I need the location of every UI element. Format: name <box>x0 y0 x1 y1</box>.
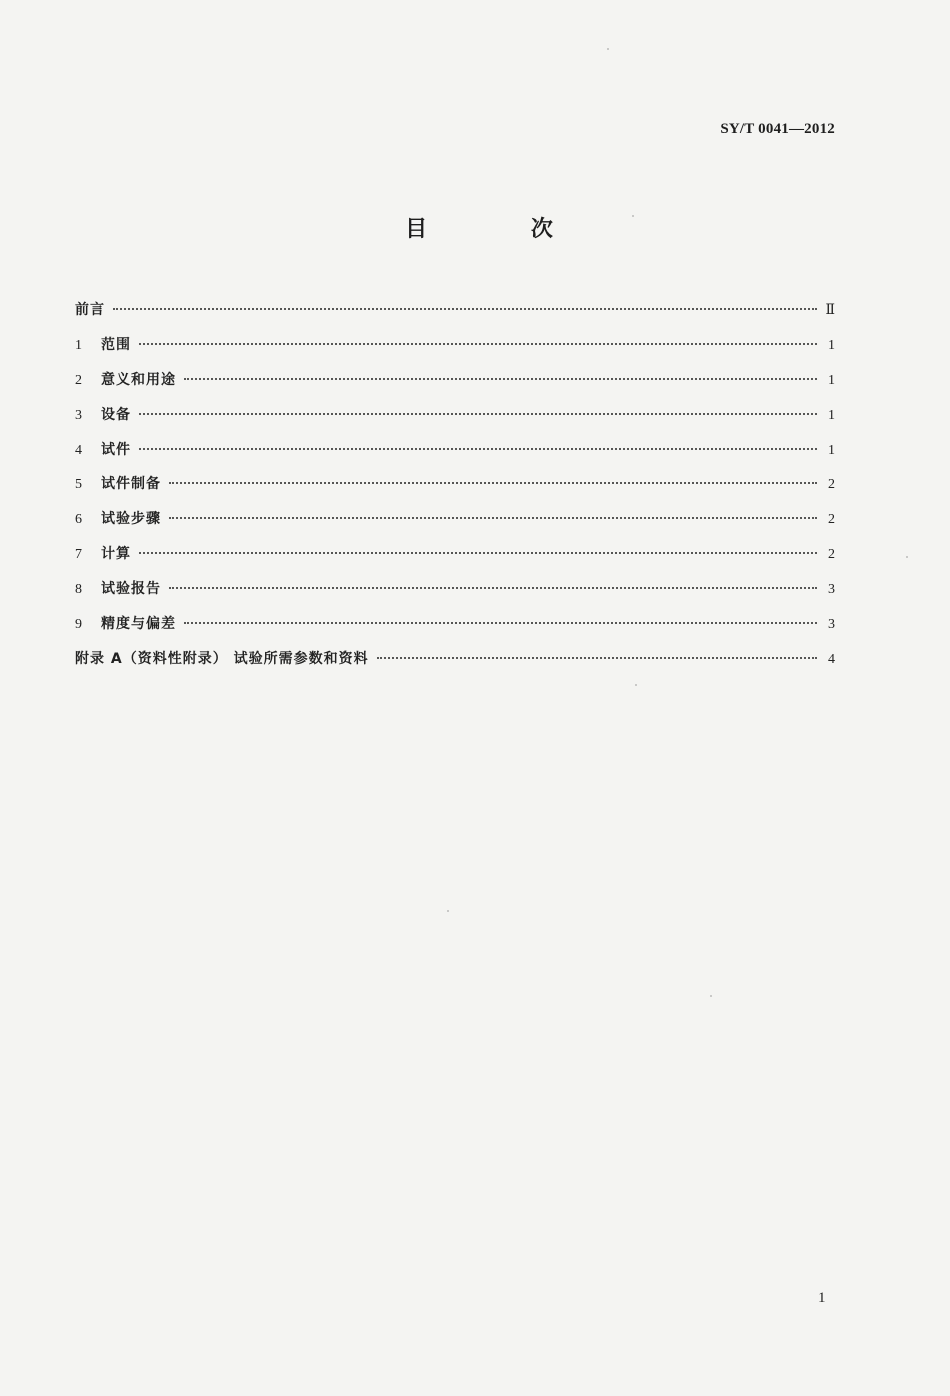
toc-entry-6[interactable] <box>75 508 835 543</box>
toc-entry-3[interactable] <box>75 404 835 439</box>
table-of-contents <box>75 299 835 683</box>
toc-entry-page: 3 <box>828 582 835 598</box>
toc-leader-dots <box>139 412 817 415</box>
toc-entry-9[interactable] <box>75 613 835 648</box>
toc-entry-page: Ⅱ <box>825 303 835 318</box>
scan-speck <box>710 995 712 997</box>
toc-entry-1[interactable] <box>75 334 835 369</box>
toc-entry-page: 1 <box>828 372 835 388</box>
toc-leader-dots <box>113 307 817 310</box>
toc-leader-dots <box>139 342 817 345</box>
toc-entry-appendix-a[interactable] <box>75 648 835 683</box>
toc-leader-dots <box>139 447 817 450</box>
toc-entry-label: 意义和用途 <box>101 371 176 388</box>
toc-entry-label: 前言 <box>75 302 105 318</box>
toc-entry-page: 2 <box>828 477 835 493</box>
toc-entry-page: 2 <box>828 512 835 528</box>
toc-leader-dots <box>139 551 817 554</box>
toc-entry-label: 附录 A（资料性附录） 试验所需参数和资料 <box>75 650 369 667</box>
toc-entry-label: 试验报告 <box>101 581 161 598</box>
toc-entry-number: 3 <box>75 407 82 423</box>
toc-entry-number: 8 <box>75 582 82 598</box>
toc-entry-number: 7 <box>75 547 82 563</box>
scan-speck <box>635 684 637 686</box>
toc-entry-number: 9 <box>75 617 82 633</box>
toc-entry-label: 计算 <box>101 546 131 563</box>
toc-entry-label: 试验步骤 <box>101 511 161 528</box>
toc-entry-number: 1 <box>75 337 82 353</box>
toc-entry-number: 4 <box>75 442 82 458</box>
scan-speck <box>632 215 634 217</box>
toc-entry-page: 1 <box>828 337 835 353</box>
toc-entry-page: 4 <box>828 651 835 667</box>
toc-leader-dots <box>169 586 817 589</box>
toc-entry-foreword[interactable] <box>75 299 835 334</box>
toc-entry-number: 5 <box>75 477 82 493</box>
toc-entry-5[interactable] <box>75 473 835 508</box>
toc-entry-page: 1 <box>828 407 835 423</box>
toc-entry-2[interactable] <box>75 369 835 404</box>
toc-entry-page: 2 <box>828 547 835 563</box>
toc-leader-dots <box>169 516 817 519</box>
toc-entry-label: 试件制备 <box>101 476 161 493</box>
toc-leader-dots <box>377 656 817 659</box>
page-title: 目 次 <box>405 217 601 242</box>
toc-entry-7[interactable] <box>75 543 835 578</box>
toc-entry-4[interactable] <box>75 439 835 474</box>
toc-entry-8[interactable] <box>75 578 835 613</box>
scan-speck <box>447 910 449 912</box>
toc-leader-dots <box>184 621 817 624</box>
scan-speck <box>607 48 609 50</box>
toc-entry-label: 范围 <box>101 336 131 353</box>
toc-leader-dots <box>169 481 817 484</box>
page-number: 1 <box>818 1290 826 1306</box>
scan-speck <box>906 556 908 558</box>
toc-entry-number: 2 <box>75 372 82 388</box>
toc-entry-number: 6 <box>75 512 82 528</box>
toc-entry-page: 1 <box>828 442 835 458</box>
toc-entry-label: 精度与偏差 <box>101 616 176 633</box>
toc-leader-dots <box>184 377 817 380</box>
toc-entry-label: 试件 <box>101 441 131 458</box>
toc-entry-page: 3 <box>828 617 835 633</box>
toc-entry-label: 设备 <box>101 406 131 423</box>
standard-code: SY/T 0041—2012 <box>720 121 835 137</box>
